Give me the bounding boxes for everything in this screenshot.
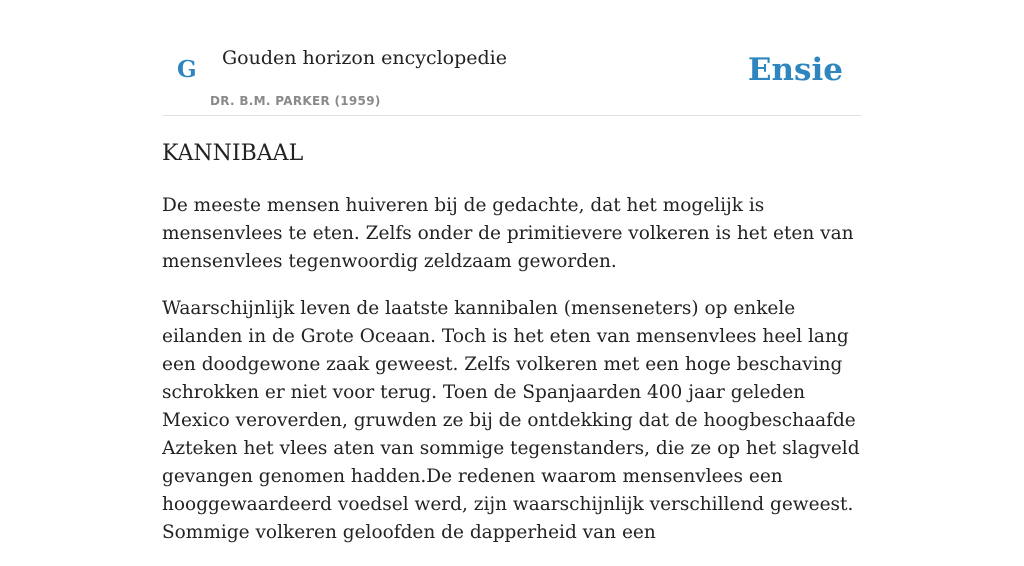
source-title-link[interactable]: Gouden horizon encyclopedie	[222, 47, 507, 69]
ensie-logo-link[interactable]: Ensie	[747, 52, 843, 88]
source-header	[162, 0, 862, 116]
source-author: DR. B.M. PARKER (1959)	[210, 94, 381, 108]
main-container	[162, 0, 862, 543]
entry-title: KANNIBAAL	[162, 141, 304, 166]
entry-content	[162, 192, 862, 566]
entry-paragraph: Waarschijnlijk leven de laatste kannibalen (menseneters) op enkele eilanden in de Grote Oceaan. Toch is het eten van mensenvlees heel lang een doodgewone zaak geweest. Zelfs volkeren met een hoge beschaving schrokken er niet voor terug. Toen de Spanjaarden 400 jaar geleden Mexico veroverden, gruwden ze bij de ontdekking dat de hoogbeschaafde Azteken het vlees aten van sommige tegenstanders, die ze op het slagveld gevangen genomen hadden.De redenen waarom mensenvlees een hooggewaardeerd voedsel werd, zijn waarschijnlijk verschillend geweest. Sommige volkeren geloofden de dapperheid van een	[162, 298, 860, 543]
entry-paragraph: De meeste mensen huiveren bij de gedachte, dat het mogelijk is mensenvlees te eten. Zelfs onder de primitievere volkeren is het eten van mensenvlees tegenwoordig zeldzaam geworden.	[162, 195, 854, 272]
source-logo-icon[interactable]: G	[177, 56, 197, 83]
